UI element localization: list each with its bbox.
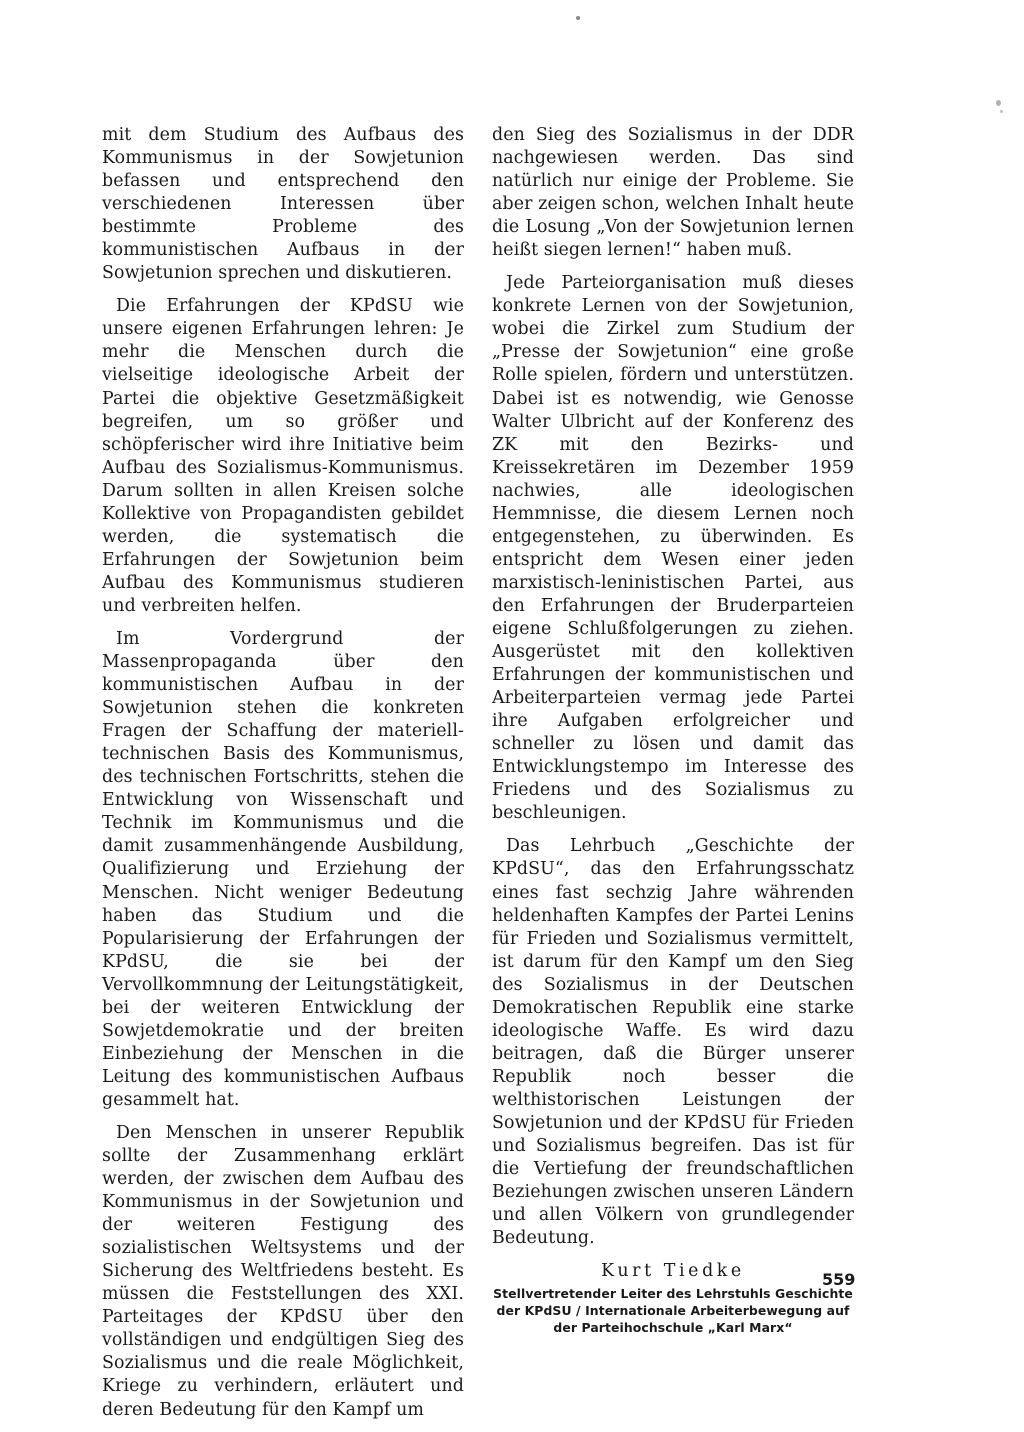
paragraph: den Sieg des Sozialismus in der DDR nachgewiesen werden. Das sind natürlich nur einige der Probleme. Sie aber zeigen schon, welchen Inhalt heute die Losung „Von der Sowjetunion lernen heißt siegen lernen!“ haben muß. bbox=[492, 125, 854, 261]
paragraph: mit dem Studium des Aufbaus des Kommunismus in der Sowjetunion befassen und entsprechend den verschiedenen Interessen über bestimmte Probleme des kommunistischen Aufbaus in der Sowjetunion sprechen und diskutieren. bbox=[102, 125, 464, 284]
paragraph: Im Vordergrund der Massenpropaganda über den kommunistischen Aufbau in der Sowjetunion stehen die konkreten Fragen der Schaffung der materiell-technischen Basis des Kommunismus, des technischen Fortschritts, stehen die Entwicklung von Wissenschaft und Technik im Kommunismus und die damit zusammenhängende Ausbildung, Qualifizierung und Erziehung der Menschen. Nicht weniger Bedeutung haben das Studium und die Popularisierung der Erfahrungen der KPdSU, die sie bei der Vervollkommnung der Leitungstätigkeit, bei der weiteren Entwicklung der Sowjetdemokratie und der breiten Einbeziehung der Menschen in die Leitung des kommunistischen Aufbaus gesammelt hat. bbox=[102, 628, 464, 1110]
scan-speck bbox=[1000, 110, 1003, 113]
paragraph: Das Lehrbuch „Geschichte der KPdSU“, das den Erfahrungsschatz eines fast sechzig Jahre währenden heldenhaften Kampfes der Partei Lenins für Frieden und Sozialismus vermittelt, ist darum für den Kampf um den Sieg des Sozialismus in der Deutschen Demokratischen Republik eine starke ideologische Waffe. Es wird dazu beitragen, daß die Bürger unserer Republik noch besser die welthistorischen Leistungen der Sowjetunion und der KPdSU für Frieden und Sozialismus begreifen. Das ist für die Vertiefung der freundschaftlichen Beziehungen zwischen unseren Ländern und allen Völkern von grundlegender Bedeutung. bbox=[492, 836, 854, 1249]
paragraph: Jede Parteiorganisation muß dieses konkrete Lernen von der Sowjetunion, wobei die Zirkel zum Studium der „Presse der Sowjetunion“ eine große Rolle spielen, fördern und unterstützen. Dabei ist es notwendig, wie Genosse Walter Ulbricht auf der Konferenz des ZK mit den Bezirks- und Kreissekretären im Dezember 1959 nachwies, alle ideologischen Hemmnisse, die diesem Lernen noch entgegenstehen, zu überwinden. Es entspricht dem Wesen einer jeden marxistisch-leninistischen Partei, aus den Erfahrungen der Bruderparteien eigene Schlußfolgerungen zu ziehen. Ausgerüstet mit den kollektiven Erfahrungen der kommunistischen und Arbeiterparteien vermag jede Partei ihre Aufgaben erfolgreicher und schneller zu lösen und damit das Entwicklungstempo im Interesse des Friedens und des Sozialismus zu beschleunigen. bbox=[492, 273, 854, 824]
scan-speck bbox=[996, 100, 1001, 106]
right-column bbox=[492, 124, 854, 1336]
scan-speck bbox=[576, 16, 580, 20]
page-number: 559 bbox=[822, 1270, 856, 1289]
paragraph: Den Menschen in unserer Republik sollte der Zusammenhang erklärt werden, der zwischen dem Aufbau des Kommunismus in der Sowjetunion und der weiteren Festigung des sozialistischen Weltsystems und der Sicherung des Weltfriedens besteht. Es müssen die Feststellungen des XXI. Parteitages der KPdSU über den vollständigen und endgültigen Sieg des Sozialismus und die reale Möglichkeit, Kriege zu verhindern, erläutert und deren Bedeutung für den Kampf um bbox=[102, 1122, 464, 1420]
paragraph: Die Erfahrungen der KPdSU wie unsere eigenen Erfahrungen lehren: Je mehr die Menschen durch die vielseitige ideologische Arbeit der Partei die objektive Gesetzmäßigkeit begreifen, um so größer und schöpferischer wird ihre Initiative beim Aufbau des Sozialismus-Kommunismus. Darum sollten in allen Kreisen solche Kollektive von Propagandisten gebildet werden, die systematisch die Erfahrungen der Sowjetunion beim Aufbau des Kommunismus studieren und verbreiten helfen. bbox=[102, 296, 464, 616]
author-name: Kurt Tiedke bbox=[601, 1261, 745, 1282]
left-column bbox=[102, 124, 464, 1432]
signature-block bbox=[492, 1260, 854, 1336]
author-affiliation: Stellvertretender Leiter des Lehrstuhls Geschichte der KPdSU / Internationale Arbeiterbewegung auf der Parteihochschule „Karl Marx“ bbox=[493, 1286, 853, 1336]
